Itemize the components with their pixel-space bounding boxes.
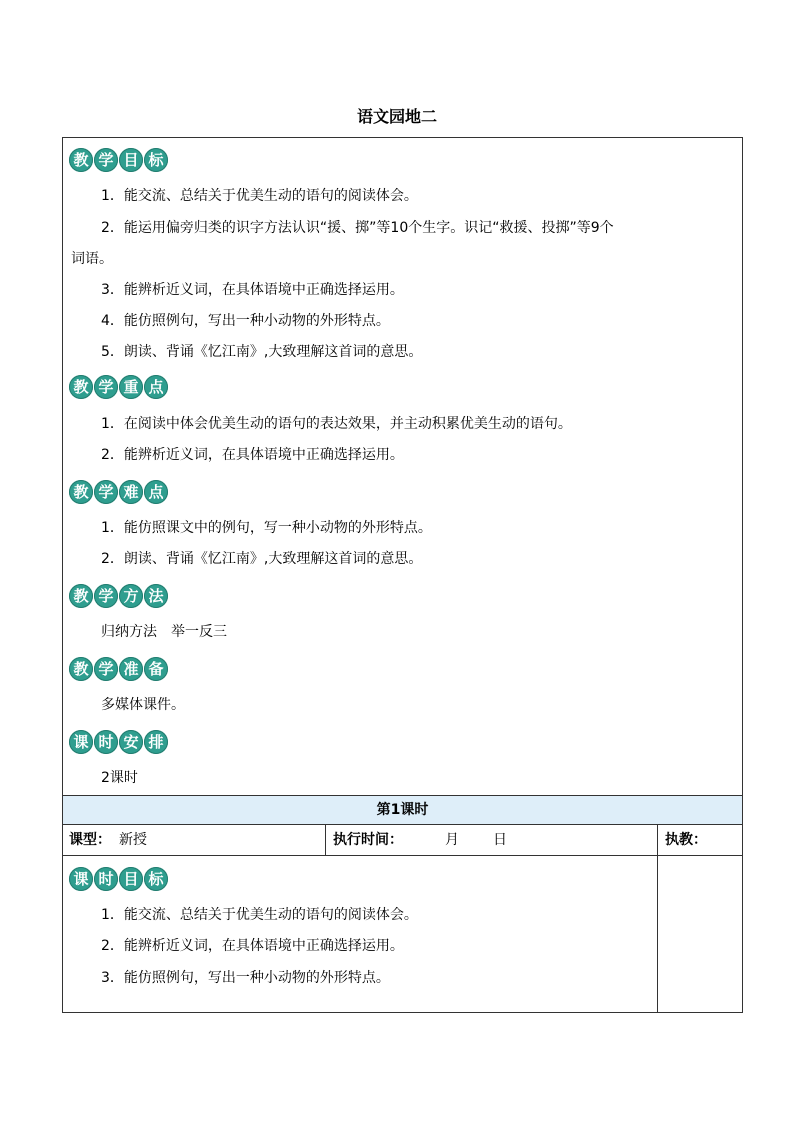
goal-item-continued: 词语。 <box>71 251 113 267</box>
heading-char: 点 <box>144 480 168 504</box>
execution-time-label: 执行时间： <box>333 832 403 848</box>
day-label: 日 <box>493 832 507 848</box>
heading-char: 方 <box>119 584 143 608</box>
difficulty-item: 1．能仿照课文中的例句，写一种小动物的外形特点。 <box>101 520 432 536</box>
key-point-item: 2．能辨析近义词，在具体语境中正确选择运用。 <box>101 447 404 463</box>
heading-char: 时 <box>94 867 118 891</box>
goal-item: 5．朗读、背诵《忆江南》,大致理解这首词的意思。 <box>101 344 423 360</box>
lesson-goal-item: 1．能交流、总结关于优美生动的语句的阅读体会。 <box>101 907 418 923</box>
heading-char: 排 <box>144 730 168 754</box>
notes-column-divider <box>657 856 658 1012</box>
schedule-text: 2课时 <box>101 770 138 786</box>
heading-char: 法 <box>144 584 168 608</box>
section-heading-goals <box>69 148 168 172</box>
section-heading-schedule <box>69 730 168 754</box>
section-heading-difficulties <box>69 480 168 504</box>
heading-char: 重 <box>119 375 143 399</box>
heading-char: 学 <box>94 480 118 504</box>
heading-char: 安 <box>119 730 143 754</box>
heading-char: 点 <box>144 375 168 399</box>
heading-char: 目 <box>119 148 143 172</box>
difficulty-item: 2．朗读、背诵《忆江南》,大致理解这首词的意思。 <box>101 551 423 567</box>
document-title: 语文园地二 <box>356 107 437 126</box>
lesson-type-label: 课型： <box>69 832 111 848</box>
heading-char: 准 <box>119 657 143 681</box>
lesson-plan-table <box>62 137 743 1013</box>
heading-char: 难 <box>119 480 143 504</box>
section-heading-methods <box>69 584 168 608</box>
section-heading-preparation <box>69 657 168 681</box>
overview-cell <box>63 138 742 795</box>
heading-char: 时 <box>94 730 118 754</box>
heading-char: 教 <box>69 148 93 172</box>
section-heading-key-points <box>69 375 168 399</box>
heading-char: 标 <box>144 867 168 891</box>
heading-char: 标 <box>144 148 168 172</box>
cell-divider <box>657 825 658 855</box>
key-point-item: 1．在阅读中体会优美生动的语句的表达效果，并主动积累优美生动的语句。 <box>101 416 572 432</box>
section-heading-lesson-goals <box>69 867 168 891</box>
heading-char: 学 <box>94 584 118 608</box>
heading-char: 学 <box>94 375 118 399</box>
lesson-info-row <box>63 825 742 856</box>
heading-char: 学 <box>94 148 118 172</box>
preparation-text: 多媒体课件。 <box>101 697 185 713</box>
month-label: 月 <box>445 832 459 848</box>
lesson-goal-item: 2．能辨析近义词，在具体语境中正确选择运用。 <box>101 938 404 954</box>
heading-char: 目 <box>119 867 143 891</box>
teacher-label: 执教： <box>665 832 707 848</box>
heading-char: 教 <box>69 480 93 504</box>
heading-char: 教 <box>69 375 93 399</box>
lesson-title-bar: 第1课时 <box>63 795 742 825</box>
goal-item: 4．能仿照例句，写出一种小动物的外形特点。 <box>101 313 390 329</box>
goal-item: 2．能运用偏旁归类的识字方法认识“援、掷”等10个生字。识记“救援、投掷”等9个 <box>101 220 614 236</box>
heading-char: 教 <box>69 657 93 681</box>
heading-char: 课 <box>69 867 93 891</box>
heading-char: 备 <box>144 657 168 681</box>
cell-divider <box>325 825 326 855</box>
lesson-type-value: 新授 <box>119 832 147 848</box>
goal-item: 1．能交流、总结关于优美生动的语句的阅读体会。 <box>101 188 418 204</box>
heading-char: 学 <box>94 657 118 681</box>
heading-char: 课 <box>69 730 93 754</box>
heading-char: 教 <box>69 584 93 608</box>
goal-item: 3．能辨析近义词，在具体语境中正确选择运用。 <box>101 282 404 298</box>
lesson-goal-item: 3．能仿照例句，写出一种小动物的外形特点。 <box>101 970 390 986</box>
method-text: 归纳方法 举一反三 <box>101 624 227 640</box>
